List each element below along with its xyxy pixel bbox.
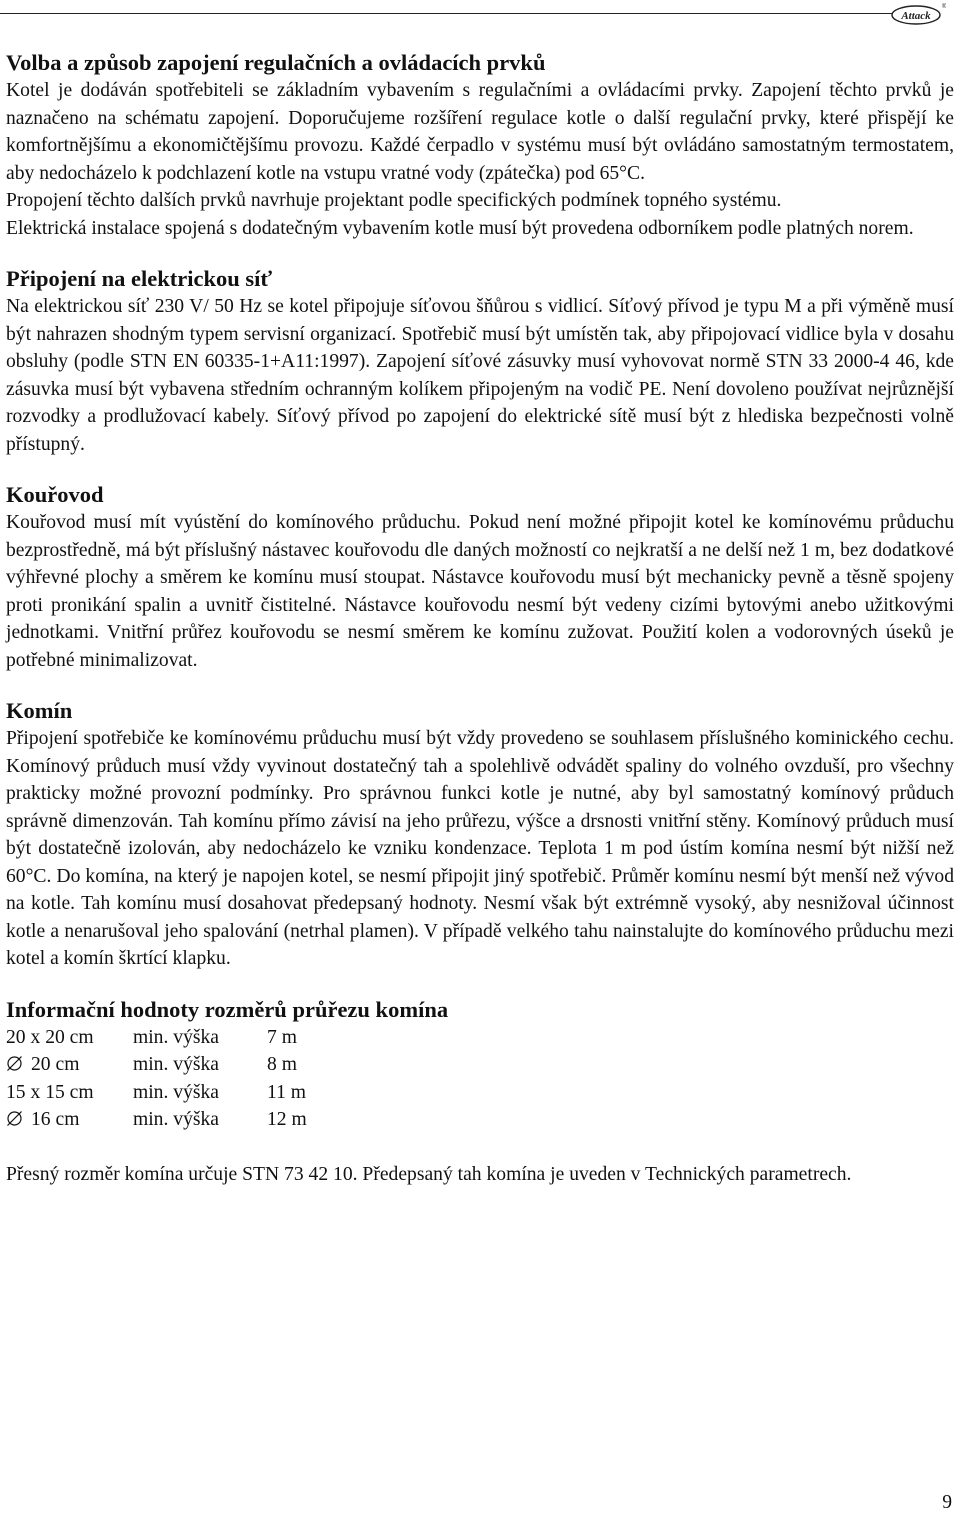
paragraph: Připojení spotřebiče ke komínovému průduchu musí být vždy provedeno se souhlasem příslušného kominického cechu. Komínový průduch musí vždy vyvinout dostatečný tah a spolehlivě odvádět spaliny do volného ovzduší, pro všechny prakticky možné provozní podmínky. Pro správnou funkci kotle je nutné, aby byl samostatný komínový průduch správně dimenzován. Tah komínu přímo závisí na jeho průřezu, výšce a drsnosti vnitřní stěny. Komínový průduch musí být dostatečně izolován, aby nedocházelo ke vzniku kondenzace. Teplota 1 m pod ústím komína nesmí být nižší než 60°C. Do komína, na který je napojen kotel, se nesmí připojit jiný spotřebič. Průměr komínu nesmí být menší než vývod na kotle. Tah komínu musí dosahovat předepsaný hodnoty. Nesmí však být extrémně vysoký, aby nesnižoval účinnost kotle a nenarušoval jeho spalování (netrhal plamen). V případě velkého tahu nainstalujte do komínového průduchu mezi kotel a komín škrtící klapku. — [6, 728, 954, 969]
diameter-icon — [6, 1053, 23, 1070]
height-cell: 7 m — [267, 1026, 297, 1048]
dimensions-table — [6, 1024, 307, 1134]
page-content — [6, 48, 954, 1188]
section-title: Kouřovod — [6, 482, 104, 507]
footnote: Přesný rozměr komína určuje STN 73 42 10. Předepsaný tah komína je uveden v Technických parametrech. — [6, 1163, 852, 1185]
table-row — [6, 1051, 307, 1079]
table-row — [6, 1106, 307, 1134]
section-title: Volba a způsob zapojení regulačních a ovládacích prvků — [6, 50, 546, 75]
paragraph: Na elektrickou síť 230 V/ 50 Hz se kotel připojuje síťovou šňůrou s vidlicí. Síťový přívod je typu M a při výměně musí být nahrazen shodným typem servisní organizací. Spotřebič musí být umístěn tak, aby připojovací vidlice byla v dosahu obsluhy (podle STN EN 60335-1+A11:1997). Zapojení síťové zásuvky musí vyhovovat normě STN 33 2000-4 46, kde zásuvka musí být vybavena středním ochranným kolíkem připojeným na vodič PE. Není dovoleno používat nejrůznější rozvodky a prodlužovací kabely. Síťový přívod po zapojení do elektrické sítě musí být z hlediska bezpečnosti volně přístupný. — [6, 296, 954, 455]
paragraph: Kotel je dodáván spotřebiteli se základním vybavením s regulačními a ovládacími prvky. Zapojení těchto prvků je naznačeno na schématu zapojení. Doporučujeme rozšíření regulace kotle o další regulační prvky, které přispějí ke komfortnějšímu a ekonomičtějšímu provozu. Každé čerpadlo v systému musí být ovládáno samostatným termostatem, aby nedocházelo k podchlazení kotle na vstupu vratné vody (zpátečka) pod 65°C. — [6, 80, 954, 184]
diameter-icon — [6, 1108, 23, 1125]
section-flue — [6, 480, 954, 674]
height-cell: 11 m — [267, 1081, 307, 1103]
size-cell: 15 x 15 cm — [6, 1081, 94, 1103]
section-title: Informační hodnoty rozměrů průřezu komína — [6, 996, 449, 1022]
label-cell: min. výška — [133, 1081, 219, 1103]
size-cell: 20 x 20 cm — [6, 1026, 94, 1048]
table-row — [6, 1024, 307, 1052]
paragraph: Kouřovod musí mít vyústění do komínového průduchu. Pokud není možné připojit kotel ke komínovému průduchu bezprostředně, má být příslušný nástavec kouřovodu dle daných možností co nejkratší a ne delší než 1 m, bez dodatkové výhřevné plochy a směrem ke komínu musí stoupat. Nástavce kouřovodu musí být mechanicky pevně a těsně spojeny proti pronikání spalin a uvnitř čistitelné. Nástavce kouřovodu nesmí být vedeny cizími bytovými anebo užitkovými jednotkami. Vnitřní průřez kouřovodu se nesmí směrem ke komínu zužovat. Použití kolen a vodorovných úseků je potřebné minimalizovat. — [6, 512, 954, 671]
page-number: 9 — [942, 1492, 952, 1513]
label-cell: min. výška — [133, 1054, 219, 1075]
header-rule — [0, 13, 892, 14]
section-title: Komín — [6, 698, 73, 723]
label-cell: min. výška — [133, 1109, 219, 1130]
section-electrical — [6, 264, 954, 458]
height-cell: 12 m — [267, 1109, 307, 1130]
section-chimney-dimensions — [6, 995, 954, 1189]
logo-registered-mark: ® — [942, 4, 946, 10]
paragraph: Propojení těchto dalších prvků navrhuje projektant podle specifických podmínek topného systému. — [6, 190, 782, 211]
section-title: Připojení na elektrickou síť — [6, 266, 273, 291]
paragraph: Elektrická instalace spojená s dodatečným vybavením kotle musí být provedena odborníkem podle platných norem. — [6, 217, 914, 239]
table-row — [6, 1079, 307, 1107]
size-cell: 20 cm — [6, 1051, 133, 1079]
size-cell: 16 cm — [6, 1106, 133, 1134]
logo-text: Attack — [901, 10, 931, 22]
attack-logo-icon — [890, 2, 946, 26]
section-regulation — [6, 48, 954, 242]
height-cell: 8 m — [267, 1054, 297, 1075]
section-chimney — [6, 696, 954, 973]
label-cell: min. výška — [133, 1026, 219, 1048]
